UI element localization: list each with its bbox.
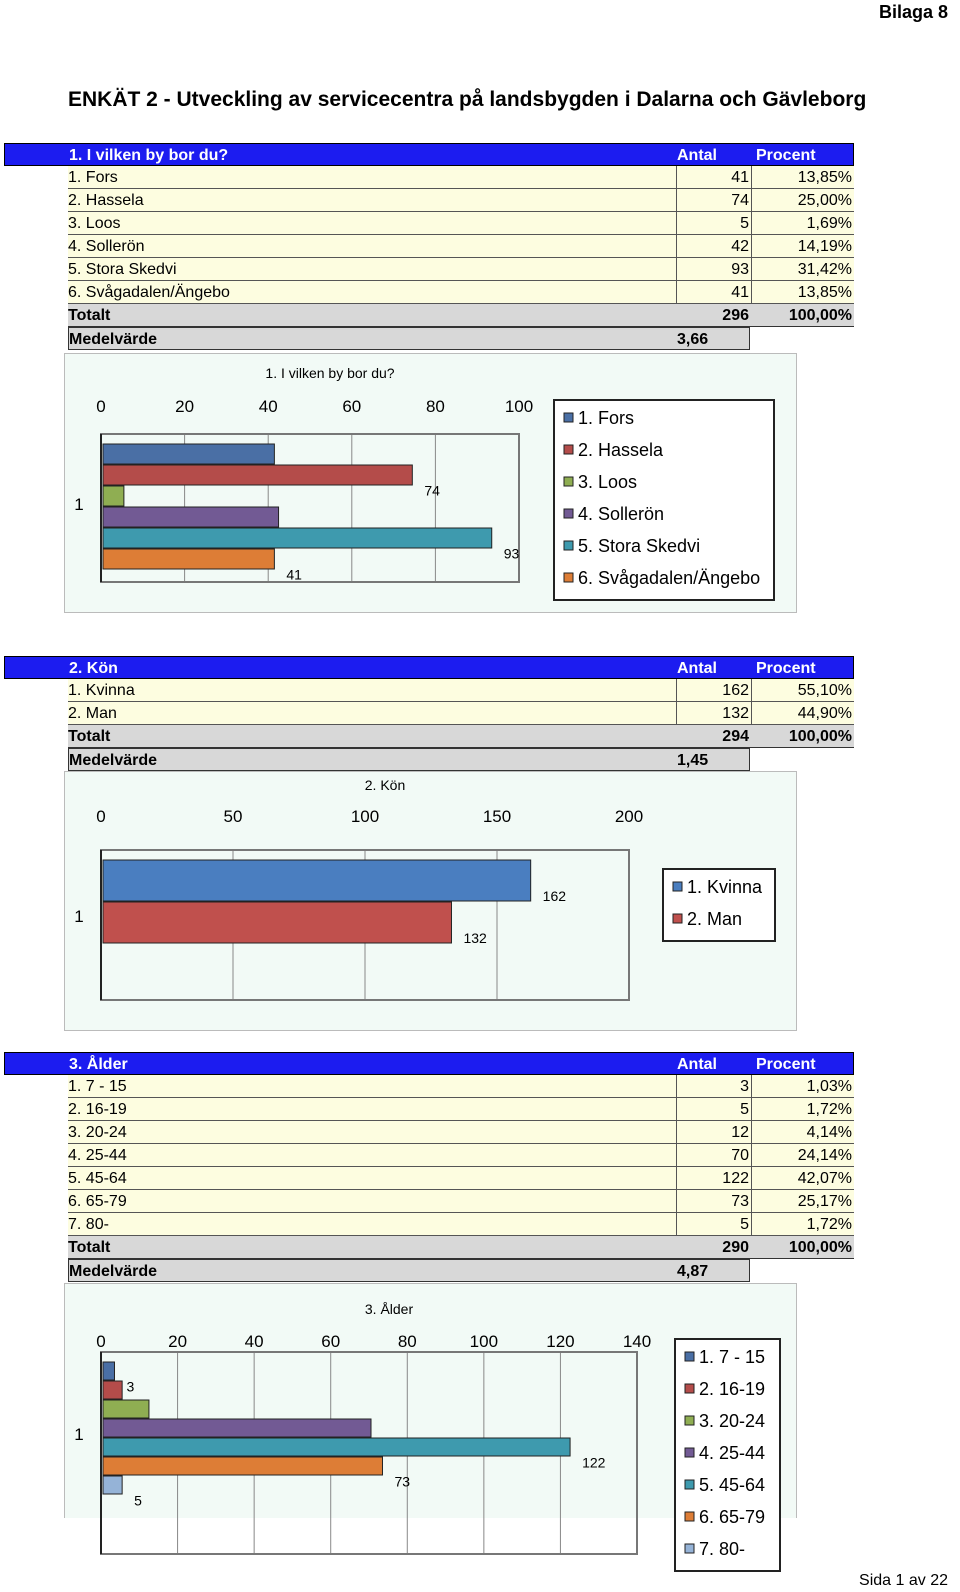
total-count: 294 (722, 728, 749, 745)
x-tick-label: 40 (244, 1332, 264, 1351)
legend-label: 1. 7 - 15 (699, 1347, 766, 1367)
procent-header: Procent (756, 660, 816, 677)
row-label: 2. 16-19 (68, 1101, 127, 1118)
table-q2 (4, 656, 854, 771)
table-row (68, 1167, 854, 1190)
table-header (4, 143, 854, 166)
legend-swatch (685, 1416, 694, 1425)
legend-label: 5. 45-64 (699, 1475, 766, 1495)
mean-label: Medelvärde (69, 752, 158, 769)
question-label: 3. Ålder (69, 1056, 128, 1073)
table-row (68, 679, 854, 702)
question-label: 1. I vilken by bor du? (69, 147, 229, 164)
procent-header: Procent (756, 147, 816, 164)
legend-label: 1. Fors (578, 408, 635, 428)
mean-row (68, 1259, 750, 1282)
table-row (68, 258, 854, 281)
row-percent: 55,10% (751, 679, 854, 702)
table-row (68, 1098, 854, 1121)
row-count: 132 (676, 702, 751, 725)
x-tick-label: 140 (622, 1332, 652, 1351)
row-label: 6. Svågadalen/Ängebo (68, 284, 230, 301)
mean-label: Medelvärde (69, 1263, 158, 1280)
x-tick-label: 40 (258, 397, 278, 416)
chart-q1-svg (65, 354, 796, 612)
total-percent: 100,00% (788, 728, 852, 745)
legend-label: 1. Kvinna (687, 877, 763, 897)
total-count: 296 (722, 307, 749, 324)
row-label: 4. Sollerön (68, 238, 145, 255)
legend-label: 3. Loos (578, 472, 638, 492)
x-tick-label: 200 (614, 807, 644, 826)
total-count: 290 (722, 1239, 749, 1256)
legend-label: 2. Man (687, 909, 743, 929)
row-count: 122 (676, 1167, 751, 1190)
legend-swatch (685, 1512, 694, 1521)
row-label: 4. 25-44 (68, 1147, 127, 1164)
page-number: Sida 1 av 22 (859, 1572, 948, 1589)
row-label: 3. Loos (68, 215, 121, 232)
row-count: 41 (676, 166, 751, 189)
antal-header: Antal (677, 147, 717, 164)
row-count: 41 (676, 281, 751, 304)
chart-title: 3. Ålder (364, 1301, 414, 1317)
row-percent: 13,85% (751, 166, 854, 189)
legend-swatch (685, 1480, 694, 1489)
bar-6 (103, 549, 274, 569)
x-tick-label: 100 (469, 1332, 499, 1351)
bar-1 (103, 444, 274, 464)
total-row (68, 725, 854, 748)
x-tick-label: 0 (96, 807, 106, 826)
legend-swatch (564, 509, 573, 518)
total-label: Totalt (68, 1239, 111, 1256)
table-row (68, 1121, 854, 1144)
bar-1 (103, 860, 531, 901)
mean-value: 4,87 (677, 1263, 709, 1280)
row-percent: 4,14% (751, 1121, 854, 1144)
table-header (4, 1052, 854, 1075)
x-tick-label: 80 (425, 397, 445, 416)
x-tick-label: 150 (482, 807, 512, 826)
row-count: 70 (676, 1144, 751, 1167)
table-row (68, 281, 854, 304)
bar-5 (103, 1438, 570, 1456)
chart-title: 2. Kön (364, 777, 406, 793)
appendix-label: Bilaga 8 (878, 2, 948, 22)
data-label: 41 (286, 566, 302, 583)
mean-value: 1,45 (677, 752, 709, 769)
row-label: 6. 65-79 (68, 1193, 127, 1210)
table-row (68, 1213, 854, 1236)
bar-6 (103, 1457, 382, 1475)
table-row (68, 212, 854, 235)
total-label: Totalt (68, 728, 111, 745)
table-q3 (4, 1052, 854, 1282)
x-tick-label: 20 (168, 1332, 188, 1351)
row-label: 2. Hassela (68, 192, 144, 209)
row-count: 74 (676, 189, 751, 212)
x-tick-label: 20 (175, 397, 195, 416)
data-label: 122 (582, 1454, 606, 1471)
row-count: 5 (676, 212, 751, 235)
total-percent: 100,00% (788, 307, 852, 324)
x-tick-label: 0 (96, 1332, 106, 1351)
legend-label: 2. Hassela (578, 440, 664, 460)
row-count: 162 (676, 679, 751, 702)
row-percent: 25,17% (751, 1190, 854, 1213)
mean-row (68, 327, 750, 350)
total-row (68, 304, 854, 327)
legend-label: 2. 16-19 (699, 1379, 766, 1399)
legend-swatch (685, 1384, 694, 1393)
chart-title: 1. I vilken by bor du? (265, 365, 395, 381)
row-percent: 42,07% (751, 1167, 854, 1190)
data-label: 93 (503, 545, 520, 562)
row-percent: 31,42% (751, 258, 854, 281)
row-percent: 1,03% (751, 1075, 854, 1098)
bar-2 (103, 902, 451, 943)
row-label: 1. Kvinna (68, 682, 135, 699)
row-label: 7. 80- (68, 1216, 109, 1233)
row-percent: 1,72% (751, 1213, 854, 1236)
row-count: 5 (676, 1098, 751, 1121)
data-label: 73 (394, 1473, 411, 1490)
chart-q3-svg (65, 1284, 796, 1559)
bar-1 (103, 1362, 114, 1380)
mean-value: 3,66 (677, 331, 709, 348)
chart-q2 (64, 771, 797, 1031)
row-label: 5. 45-64 (68, 1170, 127, 1187)
table-row (68, 189, 854, 212)
category-label: 1 (74, 1425, 84, 1444)
table-row (68, 1075, 854, 1098)
table-q1 (4, 143, 854, 350)
table-row (68, 1144, 854, 1167)
row-label: 1. 7 - 15 (68, 1078, 127, 1095)
row-percent: 1,72% (751, 1098, 854, 1121)
legend-swatch (564, 413, 573, 422)
chart-q3 (64, 1283, 797, 1559)
table-header (4, 656, 854, 679)
table-row (68, 235, 854, 258)
data-label: 132 (463, 930, 487, 946)
category-label: 1 (74, 907, 84, 926)
total-label: Totalt (68, 307, 111, 324)
mean-label: Medelvärde (69, 331, 158, 348)
bar-4 (103, 507, 279, 527)
legend-label: 7. 80- (699, 1539, 746, 1559)
row-count: 3 (676, 1075, 751, 1098)
legend-swatch (685, 1544, 694, 1553)
x-tick-label: 50 (223, 807, 243, 826)
legend-label: 3. 20-24 (699, 1411, 766, 1431)
chart-q1 (64, 353, 797, 613)
row-label: 5. Stora Skedvi (68, 261, 177, 278)
chart-q2-svg (65, 772, 796, 1030)
legend-swatch (685, 1448, 694, 1457)
bar-2 (103, 465, 412, 485)
procent-header: Procent (756, 1056, 816, 1073)
row-count: 42 (676, 235, 751, 258)
total-percent: 100,00% (788, 1239, 852, 1256)
bar-4 (103, 1419, 371, 1437)
row-count: 5 (676, 1213, 751, 1236)
legend-label: 4. 25-44 (699, 1443, 766, 1463)
data-label: 162 (542, 888, 567, 904)
table-row (68, 166, 854, 189)
legend-label: 4. Sollerön (578, 504, 665, 524)
bar-7 (103, 1476, 122, 1494)
row-count: 73 (676, 1190, 751, 1213)
mean-row (68, 748, 750, 771)
row-count: 93 (676, 258, 751, 281)
legend-swatch (564, 477, 573, 486)
x-tick-label: 60 (321, 1332, 341, 1351)
bar-2 (103, 1381, 122, 1399)
total-row (68, 1236, 854, 1259)
row-count: 12 (676, 1121, 751, 1144)
table-row (68, 1190, 854, 1213)
x-tick-label: 100 (504, 397, 534, 416)
row-label: 3. 20-24 (68, 1124, 127, 1141)
antal-header: Antal (677, 1056, 717, 1073)
question-label: 2. Kön (69, 660, 118, 677)
row-percent: 1,69% (751, 212, 854, 235)
legend-swatch (673, 914, 682, 923)
data-label: 74 (424, 482, 440, 499)
legend-swatch (564, 573, 573, 582)
legend-label: 6. Svågadalen/Ängebo (578, 568, 761, 588)
data-label: 3 (126, 1378, 135, 1395)
table-row (68, 702, 854, 725)
data-label: 5 (134, 1492, 142, 1509)
legend-swatch (564, 445, 573, 454)
bar-3 (103, 486, 124, 506)
legend-swatch (564, 541, 573, 550)
bar-3 (103, 1400, 149, 1418)
antal-header: Antal (677, 660, 717, 677)
x-tick-label: 100 (350, 807, 380, 826)
legend-label: 6. 65-79 (699, 1507, 766, 1527)
x-tick-label: 120 (546, 1332, 575, 1351)
row-label: 1. Fors (68, 169, 118, 186)
row-label: 2. Man (68, 705, 117, 722)
category-label: 1 (74, 495, 84, 514)
row-percent: 24,14% (751, 1144, 854, 1167)
x-tick-label: 80 (397, 1332, 417, 1351)
x-tick-label: 0 (96, 397, 106, 416)
row-percent: 25,00% (751, 189, 854, 212)
page-title: ENKÄT 2 - Utveckling av servicecentra på landsbygden i Dalarna och Gävleborg (68, 88, 867, 111)
legend-swatch (685, 1352, 694, 1361)
row-percent: 44,90% (751, 702, 854, 725)
legend-label: 5. Stora Skedvi (578, 536, 701, 556)
row-percent: 14,19% (751, 235, 854, 258)
legend-swatch (673, 882, 682, 891)
x-tick-label: 60 (342, 397, 362, 416)
bar-5 (103, 528, 492, 548)
row-percent: 13,85% (751, 281, 854, 304)
